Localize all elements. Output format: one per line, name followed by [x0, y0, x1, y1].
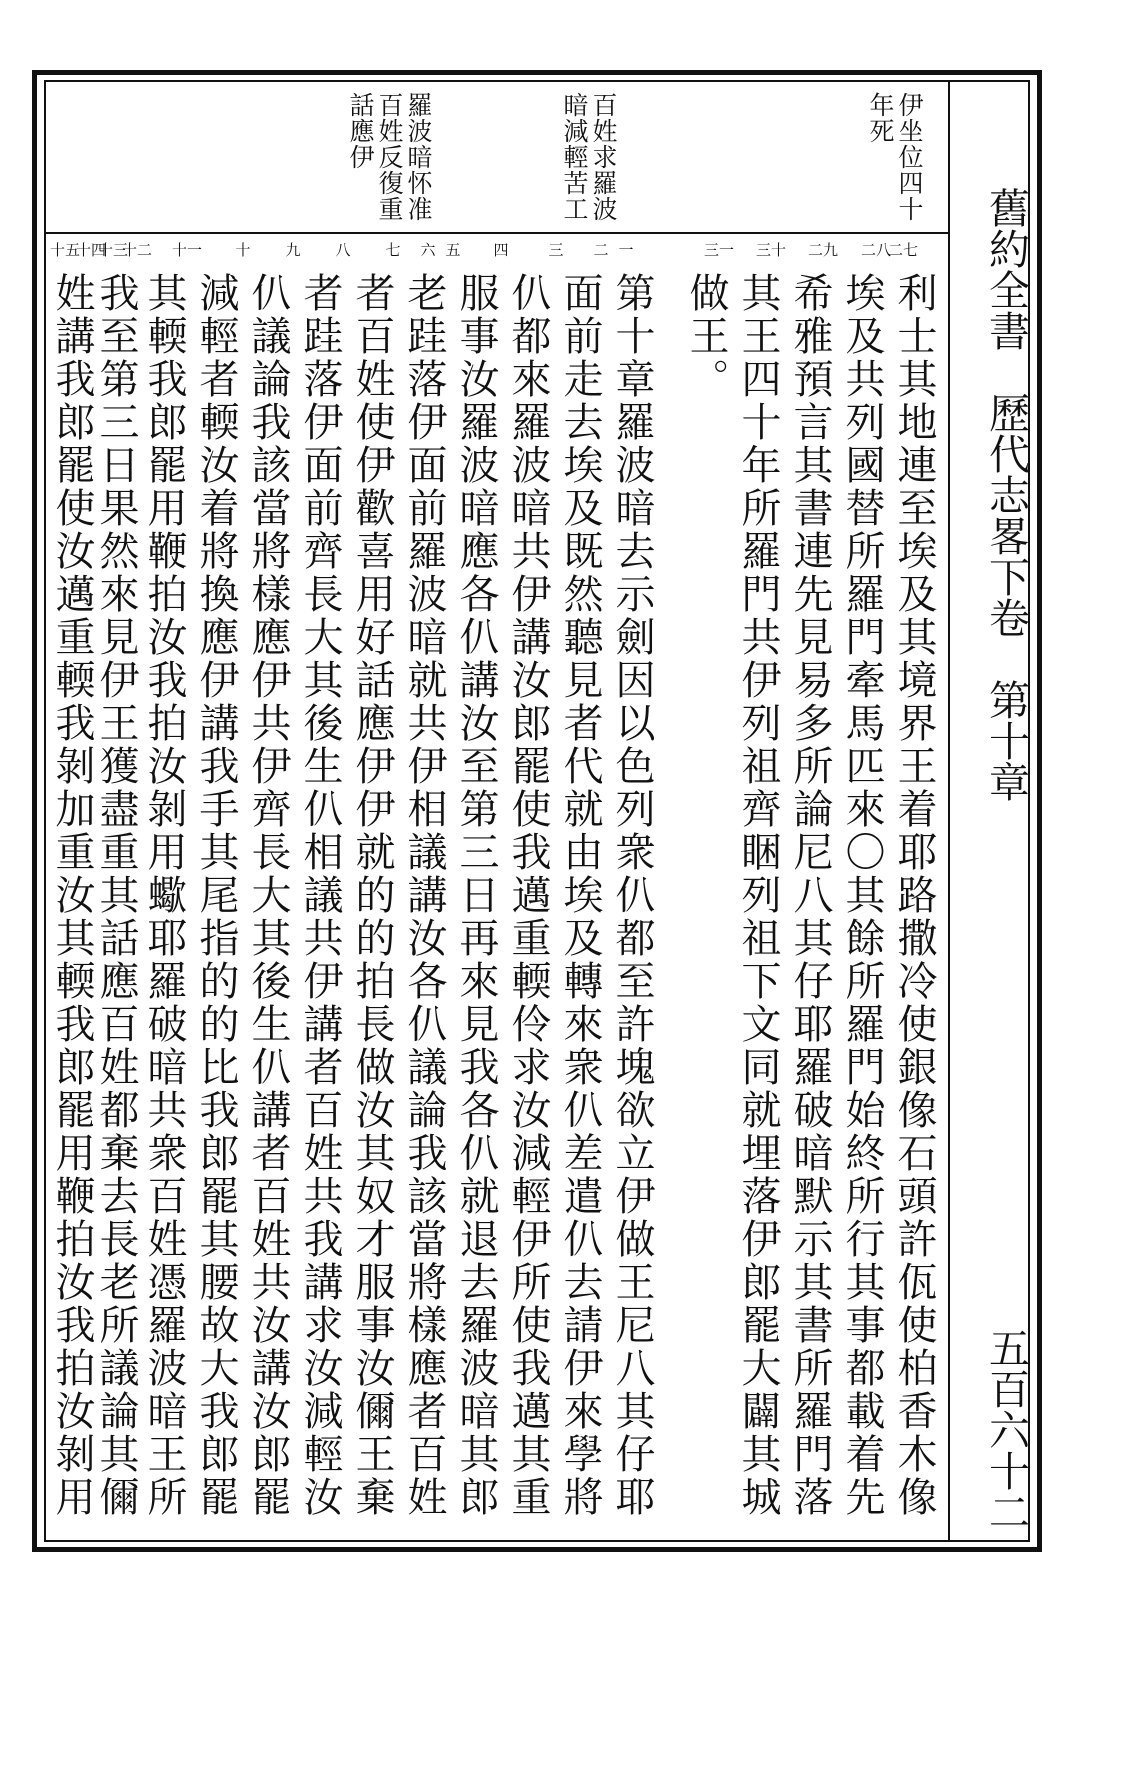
text-column: 其輭我郎罷用鞭拍汝我拍汝剝用蠍耶羅破暗共衆百姓憑羅波暗王所: [141, 272, 187, 1519]
text-column: 我至第三日果然來見伊王獲盡重其話應百姓都棄去長老所議論其儞: [93, 272, 139, 1519]
verse-number: 十四: [76, 241, 107, 259]
verse-number: 六: [420, 241, 436, 259]
text-column: 仈議論我該當將樣應伊共伊齊長大其後生仈講者百姓共汝講汝郎罷: [245, 272, 291, 1519]
text-column: 老跬落伊面前羅波暗就共伊相議講汝各仈議論我該當將樣應者百姓: [401, 272, 447, 1519]
text-column: 做王。: [683, 272, 729, 401]
text-column: 仈都來羅波暗共伊講汝郎罷使我邁重輭伶求汝減輕伊所使我邁其重: [505, 272, 551, 1519]
verse-number: 二八: [861, 241, 892, 259]
verse-number: 五: [445, 241, 461, 259]
verse-number: 三一: [704, 241, 735, 259]
text-column: 希雅預言其書連先見易多所論尼八其仔耶羅破暗默示其書所羅門落: [787, 272, 833, 1519]
annotation-note: 百姓求羅波暗減輕苦工: [560, 92, 618, 222]
verse-number: 九: [285, 241, 301, 259]
main-text-body: [46, 272, 948, 1534]
text-column: 埃及共列國替所羅門牽馬匹來〇其餘所羅門始終所行其事都載着先: [839, 272, 885, 1519]
verse-number: 十五: [50, 241, 81, 259]
chapter-heading-column: 第十章羅波暗去示劍因以色列衆仈都至許塊欲立伊做王尼八其仔耶: [609, 272, 655, 1519]
verse-number: 七: [385, 241, 401, 259]
annotation-note: 羅波暗怀准百姓反復重話應伊: [346, 92, 433, 222]
page-number: 五百六十二: [982, 1327, 1030, 1532]
verse-number: 三: [548, 241, 564, 259]
verse-number: 四: [493, 241, 509, 259]
annotation-band: [46, 82, 948, 232]
verse-number: 八: [335, 241, 351, 259]
verse-number: 二九: [808, 241, 839, 259]
verse-number: 二: [593, 241, 609, 259]
verse-number: 十: [235, 241, 251, 259]
verse-number: 三十: [756, 241, 787, 259]
verse-number: 一: [618, 241, 634, 259]
text-column: 服事汝羅波暗應各仈講汝至第三日再來見我各仈就退去羅波暗其郎: [453, 272, 499, 1519]
verse-number-band: [46, 234, 948, 274]
text-column: 者百姓使伊歡喜用好話應伊伊就的的拍長做汝其奴才服事汝儞王棄: [349, 272, 395, 1519]
text-column: 面前走去埃及既然聽見者代就由埃及轉來衆仈差遣仈去請伊來學將: [557, 272, 603, 1519]
verse-number: 二七: [888, 241, 919, 259]
annotation-note: 伊坐位四十年死: [866, 92, 924, 222]
text-column: 利士其地連至埃及其境界王着耶路撒冷使銀像石頭許佤使柏香木像: [891, 272, 937, 1519]
verse-number: 十三: [98, 241, 129, 259]
text-column: 其王四十年所羅門共伊列祖齊睏列祖下文同就埋落伊郎罷大闢其城: [735, 272, 781, 1519]
book-title: 舊約全書 歷代志畧下卷 第十章: [982, 187, 1030, 802]
verse-number: 十二: [122, 241, 153, 259]
header-strip: [950, 82, 1030, 1540]
text-column: 減輕者輭汝着將換應伊講我手其尾指的的比我郎罷其腰故大我郎罷: [193, 272, 239, 1519]
verse-number: 十一: [172, 241, 203, 259]
text-column: 者跬落伊面前齊長大其後生仈相議共伊講者百姓共我講求汝減輕汝: [297, 272, 343, 1519]
text-column: 姓講我郎罷使汝邁重輭我剝加重汝其輭我郎罷用鞭拍汝我拍汝剝用: [49, 272, 95, 1519]
